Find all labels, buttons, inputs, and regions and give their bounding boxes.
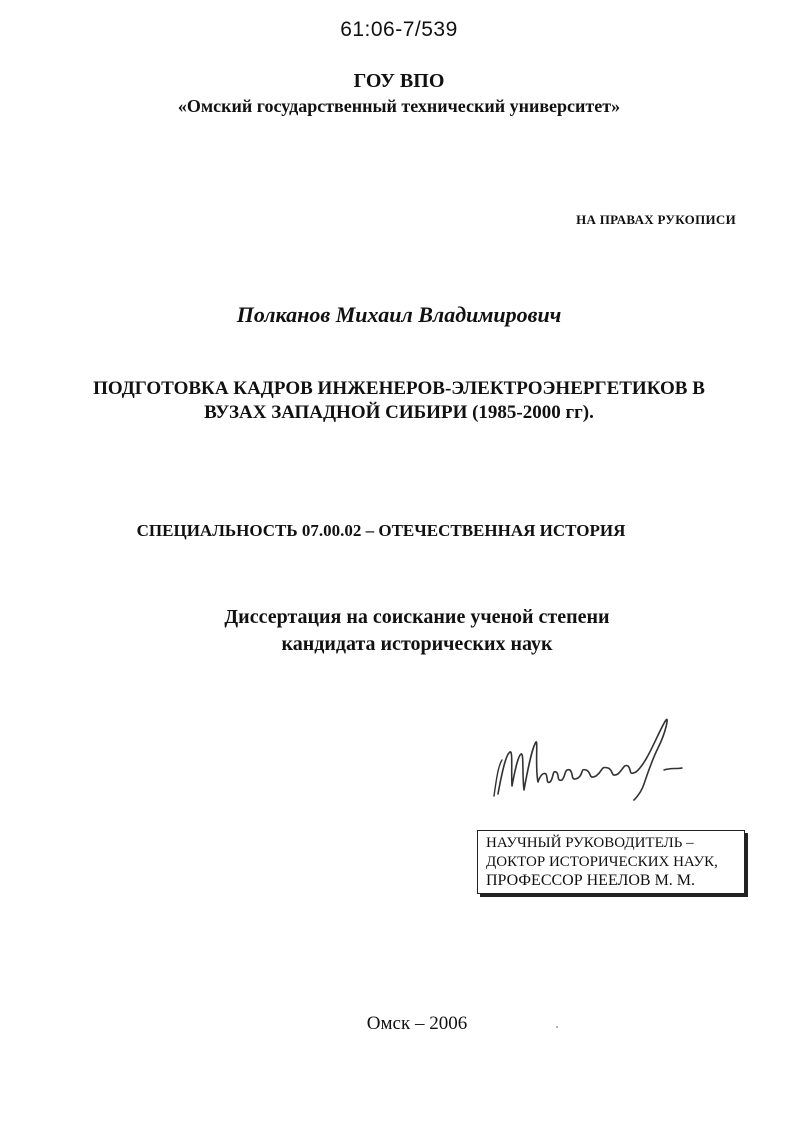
advisor-degree: ДОКТОР ИСТОРИЧЕСКИХ НАУК, bbox=[486, 854, 718, 870]
scan-speck bbox=[556, 1026, 558, 1028]
city-year: Омск – 2006 bbox=[366, 1013, 468, 1034]
dissertation-line-2: кандидата исторических наук bbox=[281, 633, 553, 655]
author-name: Полканов Михаил Владимирович bbox=[236, 302, 562, 327]
catalog-number: 61:06-7/539 bbox=[340, 18, 458, 41]
advisor-title: НАУЧНЫЙ РУКОВОДИТЕЛЬ – bbox=[486, 835, 694, 851]
thesis-title-line-2: ВУЗАХ ЗАПАДНОЙ СИБИРИ (1985-2000 гг). bbox=[204, 402, 594, 423]
dissertation-line-1: Диссертация на соискание ученой степени bbox=[224, 606, 610, 628]
organization-short-name: ГОУ ВПО bbox=[353, 70, 445, 92]
rights-notice: НА ПРАВАХ РУКОПИСИ bbox=[576, 212, 736, 227]
advisor-box bbox=[477, 830, 745, 894]
thesis-title-line-1: ПОДГОТОВКА КАДРОВ ИНЖЕНЕРОВ-ЭЛЕКТРОЭНЕРГЕТИКОВ В bbox=[93, 378, 705, 399]
organization-full-name: «Омский государственный технический университет» bbox=[177, 96, 621, 116]
specialty: СПЕЦИАЛЬНОСТЬ 07.00.02 – ОТЕЧЕСТВЕННАЯ ИСТОРИЯ bbox=[136, 521, 626, 540]
advisor-name: ПРОФЕССОР НЕЕЛОВ М. М. bbox=[486, 872, 696, 889]
handwritten-signature bbox=[488, 712, 688, 812]
